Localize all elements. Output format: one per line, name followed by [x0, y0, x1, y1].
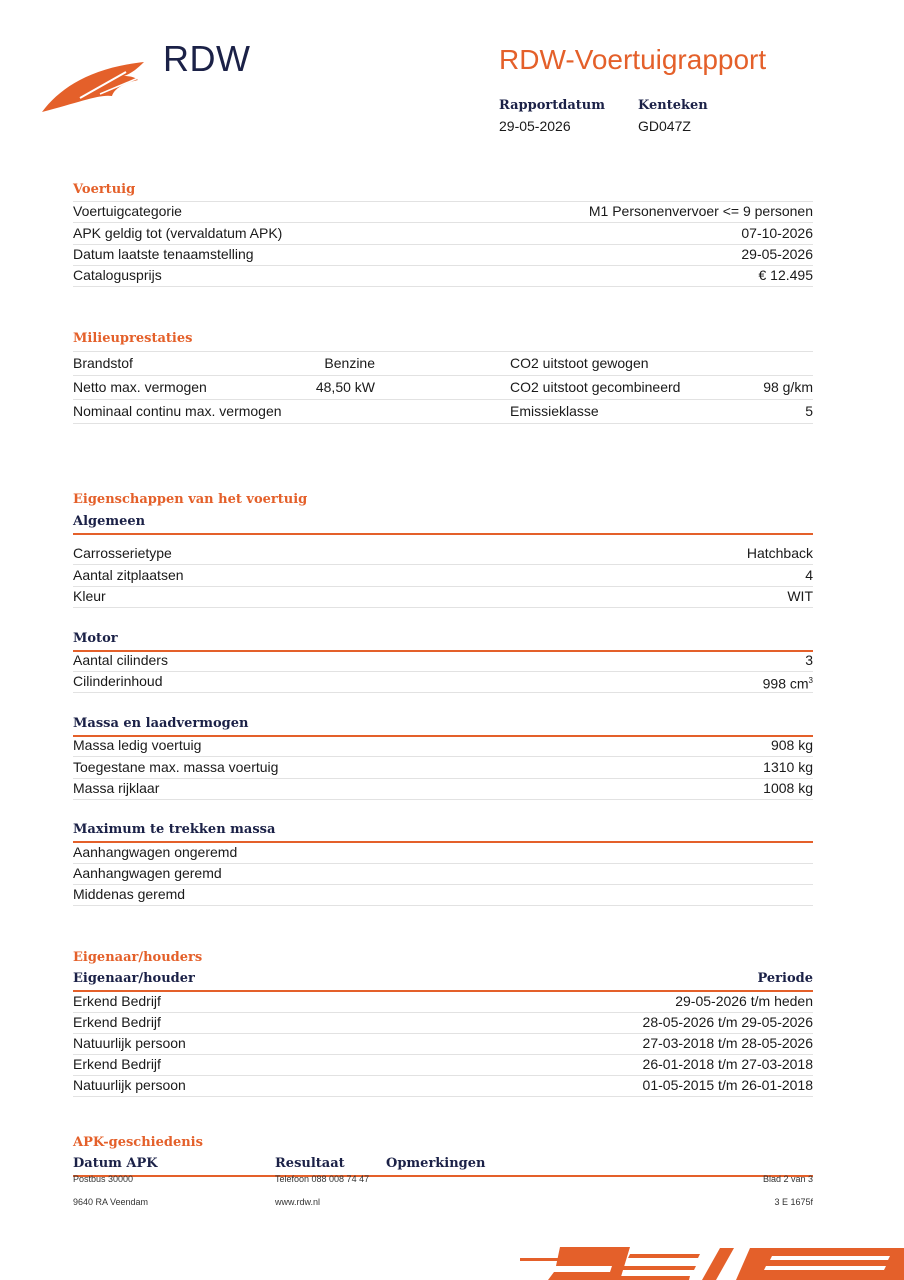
- subsection-massa-title: Massa en laadvermogen: [73, 716, 249, 731]
- table-row: Erkend Bedrijf 28-05-2026 t/m 29-05-2026: [73, 1012, 813, 1034]
- decorative-stripes-icon: [520, 1244, 904, 1280]
- footer-city: 9640 RA Veendam: [73, 1197, 149, 1207]
- rdw-logo-icon: [40, 58, 150, 116]
- table-row: Catalogusprijs € 12.495: [73, 265, 813, 287]
- subsection-algemeen-title: Algemeen: [73, 514, 146, 529]
- subsection-motor-title: Motor: [73, 631, 118, 646]
- divider: [73, 1175, 813, 1177]
- table-row: Natuurlijk persoon 27-03-2018 t/m 28-05-2026: [73, 1033, 813, 1055]
- table-row: Middenas geremd: [73, 884, 813, 906]
- table-row: Aantal zitplaatsen 4: [73, 565, 813, 587]
- section-apk-title: APK-geschiedenis: [73, 1135, 203, 1150]
- col-result-header: Resultaat: [275, 1156, 345, 1171]
- divider: [73, 533, 813, 535]
- report-title: RDW-Voertuigrapport: [499, 44, 767, 75]
- table-row: Erkend Bedrijf 26-01-2018 t/m 27-03-2018: [73, 1054, 813, 1076]
- table-row: Aanhangwagen ongeremd: [73, 842, 813, 864]
- table-row: Brandstof Benzine CO2 uitstoot gewogen: [73, 352, 813, 376]
- table-row: Nominaal continu max. vermogen Emissieklasse 5: [73, 400, 813, 424]
- report-date: 29-05-2026: [499, 118, 571, 134]
- section-voertuig-title: Voertuig: [73, 182, 136, 197]
- table-row: Erkend Bedrijf 29-05-2026 t/m heden: [73, 991, 813, 1013]
- table-row: Kleur WIT: [73, 586, 813, 608]
- table-row: Aantal cilinders 3: [73, 650, 813, 672]
- logo-text: RDW: [163, 38, 251, 79]
- plate-value: GD047Z: [638, 118, 691, 134]
- table-row: Natuurlijk persoon 01-05-2015 t/m 26-01-2018: [73, 1075, 813, 1097]
- report-date-label: Rapportdatum: [499, 98, 605, 113]
- footer-telefoon: Telefoon 088 008 74 47: [275, 1174, 370, 1184]
- col-remarks-header: Opmerkingen: [386, 1156, 486, 1171]
- table-row: Aanhangwagen geremd: [73, 863, 813, 885]
- col-owner-header: Eigenaar/houder: [73, 971, 195, 986]
- table-row: Voertuigcategorie M1 Personenvervoer <= 9 personen: [73, 201, 813, 223]
- section-eigenschappen-title: Eigenschappen van het voertuig: [73, 492, 308, 507]
- footer-code: 3 E 1675f: [774, 1197, 813, 1207]
- table-row: Datum laatste tenaamstelling 29-05-2026: [73, 244, 813, 266]
- table-row: Cilinderinhoud 998 $cm^3$: [73, 673, 813, 692]
- table-row: APK geldig tot (vervaldatum APK) 07-10-2026: [73, 223, 813, 245]
- table-row: Netto max. vermogen 48,50 kW CO2 uitstoot gecombineerd 98 g/km: [73, 376, 813, 400]
- footer-postbus: Postbus 30000: [73, 1174, 134, 1184]
- subsection-trekken-title: Maximum te trekken massa: [73, 822, 276, 837]
- table-row: Massa rijklaar 1008 kg: [73, 778, 813, 800]
- table-row: Toegestane max. massa voertuig 1310 kg: [73, 757, 813, 779]
- footer-page-number: Blad 2 van 3: [762, 1174, 813, 1184]
- col-period-header: Periode: [757, 971, 813, 986]
- footer-website: www.rdw.nl: [275, 1197, 321, 1207]
- col-date-header: Datum APK: [73, 1156, 158, 1171]
- table-row: Massa ledig voertuig 908 kg: [73, 735, 813, 757]
- section-milieu-title: Milieuprestaties: [73, 331, 193, 346]
- section-eigenaar-title: Eigenaar/houders: [73, 950, 203, 965]
- plate-label: Kenteken: [638, 98, 708, 113]
- table-row: Carrosserietype Hatchback: [73, 543, 813, 565]
